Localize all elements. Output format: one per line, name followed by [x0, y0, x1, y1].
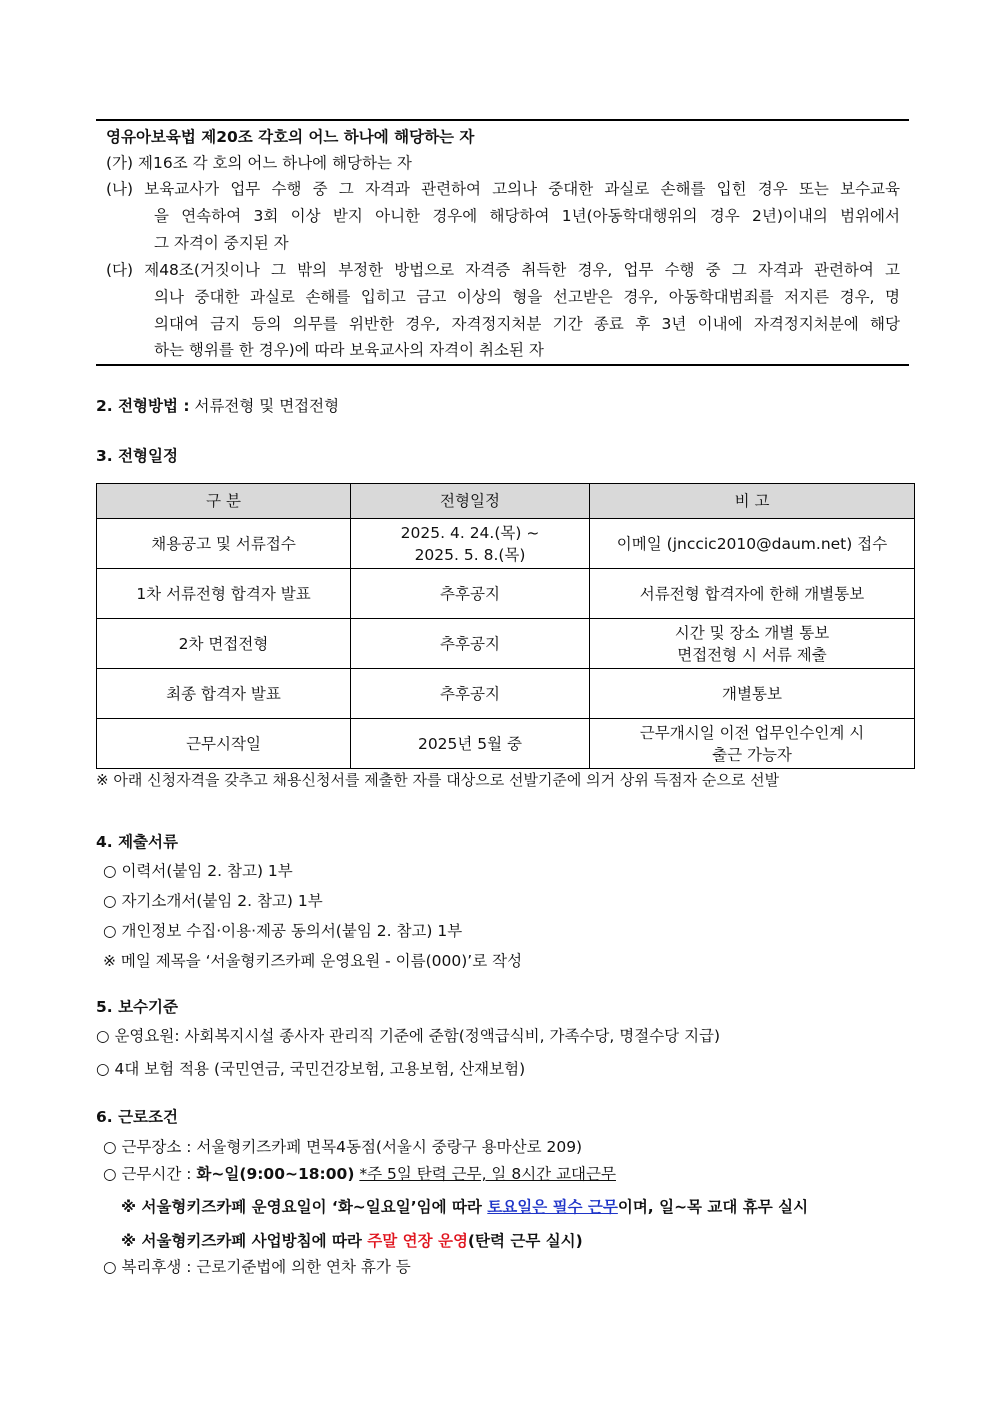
- note-line: 이메일 (jnccic2010@daum.net) 접수: [616, 534, 888, 553]
- disq-item-na-line1: (나) 보육교사가 업무 수행 중 그 자격과 관련하여 고의나 중대한 과실로 손해를 입힌 경우 또는 보수교육: [106, 180, 900, 198]
- document-note: ※ 메일 제목을 ‘서울형키즈카페 운영요원 - 이름(000)’로 작성: [103, 952, 523, 970]
- table-row: [97, 519, 915, 569]
- note2-text-c: (탄력 근무 실시): [467, 1232, 583, 1250]
- table-row: [97, 669, 915, 719]
- note-line: 근무개시일 이전 업무인수인계 시: [639, 723, 865, 742]
- welfare: ○ 복리후생 : 근로기준법에 의한 연차 휴가 등: [103, 1258, 411, 1276]
- note-line: 출근 가능자: [712, 745, 792, 764]
- section2: [96, 395, 339, 417]
- section2-title: 2. 전형방법 :: [96, 397, 190, 415]
- note2-emphasis: 주말 연장 운영: [367, 1232, 468, 1250]
- disq-item-da-line3: 의대여 금지 등의 의무를 위반한 경우, 자격정지처분 기간 종료 후 3년 이내에 자격정지처분에 해당: [154, 315, 900, 333]
- box-bottom-rule: [96, 364, 909, 366]
- row-schedule: [351, 569, 590, 619]
- work-hours-label: ○ 근무시간 :: [103, 1165, 197, 1183]
- work-hours-note: *주 5일 탄력 근무, 일 8시간 교대근무: [359, 1165, 616, 1183]
- section3-title: 3. 전형일정: [96, 447, 178, 465]
- disq-item-da-line1: (다) 제48조(거짓이나 그 밖의 부정한 방법으로 자격증 취득한 경우, 업무 수행 중 그 자격과 관련하여 고: [106, 261, 900, 279]
- row-note: [590, 569, 915, 619]
- header-schedule: 전형일정: [351, 484, 590, 519]
- row-schedule: [351, 669, 590, 719]
- note2-text-a: ※ 서울형키즈카페 사업방침에 따라: [121, 1232, 368, 1250]
- row-schedule: [351, 719, 590, 769]
- disq-item-na-line2: 을 연속하여 3회 이상 받지 아니한 경우에 해당하여 1년(아동학대행위의 경우 2년)이내의 범위에서: [154, 207, 900, 225]
- document-item: ○ 개인정보 수집·이용·제공 동의서(붙임 2. 참고) 1부: [103, 922, 463, 940]
- note-line: 면접전형 시 서류 제출: [677, 645, 827, 664]
- document-item: ○ 자기소개서(붙임 2. 참고) 1부: [103, 892, 323, 910]
- work-place: ○ 근무장소 : 서울형키즈카페 면목4동점(서울시 중랑구 용마산로 209): [103, 1138, 583, 1156]
- row-note: [590, 719, 915, 769]
- disq-item-da-line2: 의나 중대한 과실로 손해를 입히고 금고 이상의 형을 선고받은 경우, 아동학대범죄를 저지른 경우, 명: [154, 288, 900, 306]
- section5-title: 5. 보수기준: [96, 998, 178, 1016]
- disq-item-ga: (가) 제16조 각 호의 어느 하나에 해당하는 자: [106, 154, 412, 172]
- note1-text-c: 이며, 일~목 교대 휴무 실시: [617, 1198, 809, 1216]
- disq-item-na-line3: 그 자격이 중지된 자: [154, 234, 289, 252]
- operation-note-1: [121, 1196, 808, 1218]
- table-row: [97, 719, 915, 769]
- note1-text-a: ※ 서울형키즈카페 운영요일이 ‘화~일요일’임에 따라: [121, 1198, 488, 1216]
- row-category: 1차 서류전형 합격자 발표: [97, 569, 351, 619]
- table-header-row: [97, 484, 915, 519]
- schedule-footnote: ※ 아래 신청자격을 갖추고 채용신청서를 제출한 자를 대상으로 선발기준에 의거 상위 득점자 순으로 선발: [96, 771, 780, 789]
- header-category: 구 분: [97, 484, 351, 519]
- document-item: ○ 이력서(붙임 2. 참고) 1부: [103, 862, 293, 880]
- note-line: 개별통보: [722, 684, 782, 703]
- schedule-table: [96, 483, 915, 769]
- disqualification-heading: 영유아보육법 제20조 각호의 어느 하나에 해당하는 자: [106, 128, 475, 146]
- work-hours-value: 화~일(9:00~18:00): [196, 1165, 355, 1183]
- work-hours: [103, 1163, 616, 1185]
- row-category: 최종 합격자 발표: [97, 669, 351, 719]
- section2-text: 서류전형 및 면접전형: [189, 397, 340, 415]
- row-schedule: [351, 519, 590, 569]
- schedule-line: 추후공지: [440, 684, 500, 703]
- section4-title: 4. 제출서류: [96, 833, 178, 851]
- row-note: [590, 669, 915, 719]
- box-top-rule: [96, 119, 909, 121]
- header-note: 비 고: [590, 484, 915, 519]
- table-row: [97, 569, 915, 619]
- row-category: 2차 면접전형: [97, 619, 351, 669]
- schedule-line: 추후공지: [440, 634, 500, 653]
- row-schedule: [351, 619, 590, 669]
- note1-emphasis: 토요일은 필수 근무: [487, 1198, 618, 1216]
- schedule-line: 2025. 5. 8.(목): [414, 545, 526, 564]
- table-row: [97, 619, 915, 669]
- schedule-line: 추후공지: [440, 584, 500, 603]
- row-category: 채용공고 및 서류접수: [97, 519, 351, 569]
- row-note: [590, 619, 915, 669]
- row-category: 근무시작일: [97, 719, 351, 769]
- operation-note-2: [121, 1230, 583, 1252]
- pay-item: ○ 운영요원: 사회복지시설 종사자 관리직 기준에 준함(정액급식비, 가족수당, 명절수당 지급): [96, 1027, 721, 1045]
- schedule-line: 2025. 4. 24.(목) ~: [400, 523, 540, 542]
- schedule-line: 2025년 5월 중: [417, 734, 523, 753]
- pay-item: ○ 4대 보험 적용 (국민연금, 국민건강보험, 고용보험, 산재보험): [96, 1060, 526, 1078]
- note-line: 서류전형 합격자에 한해 개별통보: [639, 584, 865, 603]
- note-line: 시간 및 장소 개별 통보: [674, 623, 830, 642]
- section6-title: 6. 근로조건: [96, 1108, 178, 1126]
- row-note: [590, 519, 915, 569]
- disq-item-da-line4: 하는 행위를 한 경우)에 따라 보육교사의 자격이 취소된 자: [154, 341, 544, 359]
